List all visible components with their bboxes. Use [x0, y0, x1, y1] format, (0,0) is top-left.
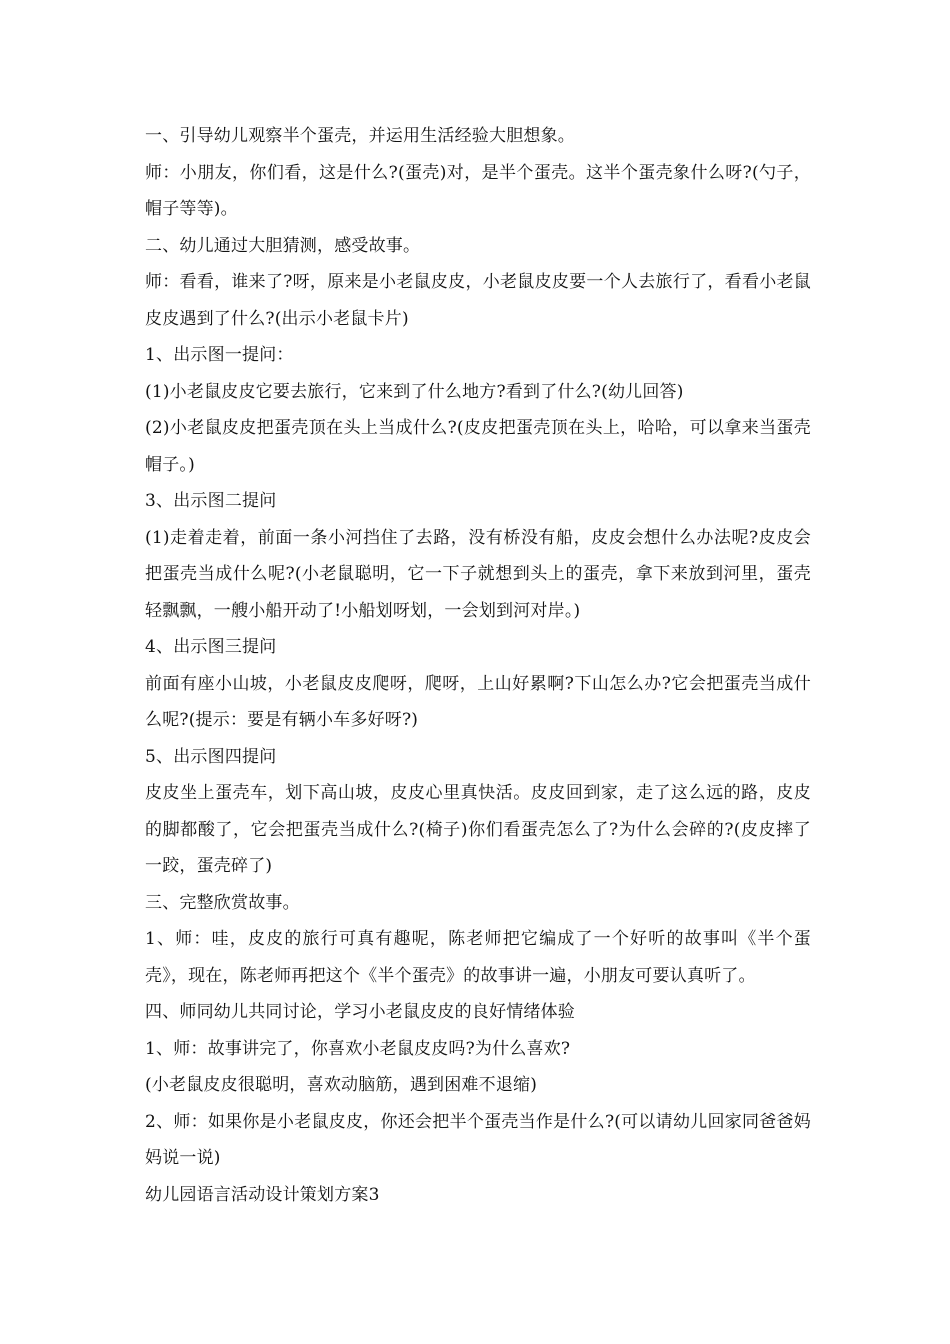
teacher-dialogue-1: 师：小朋友，你们看，这是什么?(蛋壳)对，是半个蛋壳。这半个蛋壳象什么呀?(勺子，帽子等等)。: [145, 162, 811, 219]
section-heading-1: 一、引导幼儿观察半个蛋壳，并运用生活经验大胆想象。: [145, 126, 575, 146]
teacher-dialogue-3: 1、师：哇，皮皮的旅行可真有趣呢，陈老师把它编成了一个好听的故事叫《半个蛋壳》，现在，陈老师再把这个《半个蛋壳》的故事讲一遍，小朋友可要认真听了。: [145, 929, 811, 986]
section-heading-4: 四、师同幼儿共同讨论，学习小老鼠皮皮的良好情绪体验: [145, 1002, 575, 1022]
teacher-dialogue-2: 师：看看，谁来了?呀，原来是小老鼠皮皮，小老鼠皮皮要一个人去旅行了，看看小老鼠皮皮遇到了什么?(出示小老鼠卡片): [145, 272, 811, 329]
step-heading-5: 5、出示图四提问: [145, 746, 277, 767]
story-paragraph-1: 前面有座小山坡，小老鼠皮皮爬呀，爬呀，上山好累啊?下山怎么办?它会把蛋壳当成什么呢?(提示：要是有辆小车多好呀?): [145, 673, 811, 730]
teacher-dialogue-5: 2、师：如果你是小老鼠皮皮，你还会把半个蛋壳当作是什么?(可以请幼儿回家同爸爸妈妈说一说): [145, 1111, 811, 1168]
section-heading-3: 三、完整欣赏故事。: [145, 892, 300, 913]
section-heading-2: 二、幼儿通过大胆猜测，感受故事。: [145, 235, 421, 256]
story-paragraph-2: 皮皮坐上蛋壳车，划下高山坡，皮皮心里真快活。皮皮回到家，走了这么远的路，皮皮的脚都酸了，它会把蛋壳当成什么?(椅子)你们看蛋壳怎么了?为什么会碎的?(皮皮摔了一跤，蛋壳碎了): [145, 783, 811, 876]
question-2: (2)小老鼠皮皮把蛋壳顶在头上当成什么?(皮皮把蛋壳顶在头上，哈哈，可以拿来当蛋壳帽子。): [145, 418, 811, 475]
step-heading-4: 4、出示图三提问: [145, 637, 277, 657]
plan-title: 幼儿园语言活动设计策划方案3: [145, 1184, 380, 1205]
teacher-dialogue-4: 1、师：故事讲完了，你喜欢小老鼠皮皮吗?为什么喜欢?: [145, 1038, 571, 1059]
question-1: (1)小老鼠皮皮它要去旅行，它来到了什么地方?看到了什么?(幼儿回答): [145, 381, 684, 402]
question-3: (1)走着走着，前面一条小河挡住了去路，没有桥没有船，皮皮会想什么办法呢?皮皮会把蛋壳当成什么呢?(小老鼠聪明，它一下子就想到头上的蛋壳，拿下来放到河里，蛋壳轻飘飘，一艘小船开动了!小船划呀划，一会划到河对岸。): [145, 527, 811, 621]
document-page: [145, 118, 811, 1213]
answer-note: (小老鼠皮皮很聪明，喜欢动脑筋，遇到困难不退缩): [145, 1075, 538, 1095]
step-heading-1: 1、出示图一提问：: [145, 345, 294, 365]
step-heading-3: 3、出示图二提问: [145, 491, 277, 511]
